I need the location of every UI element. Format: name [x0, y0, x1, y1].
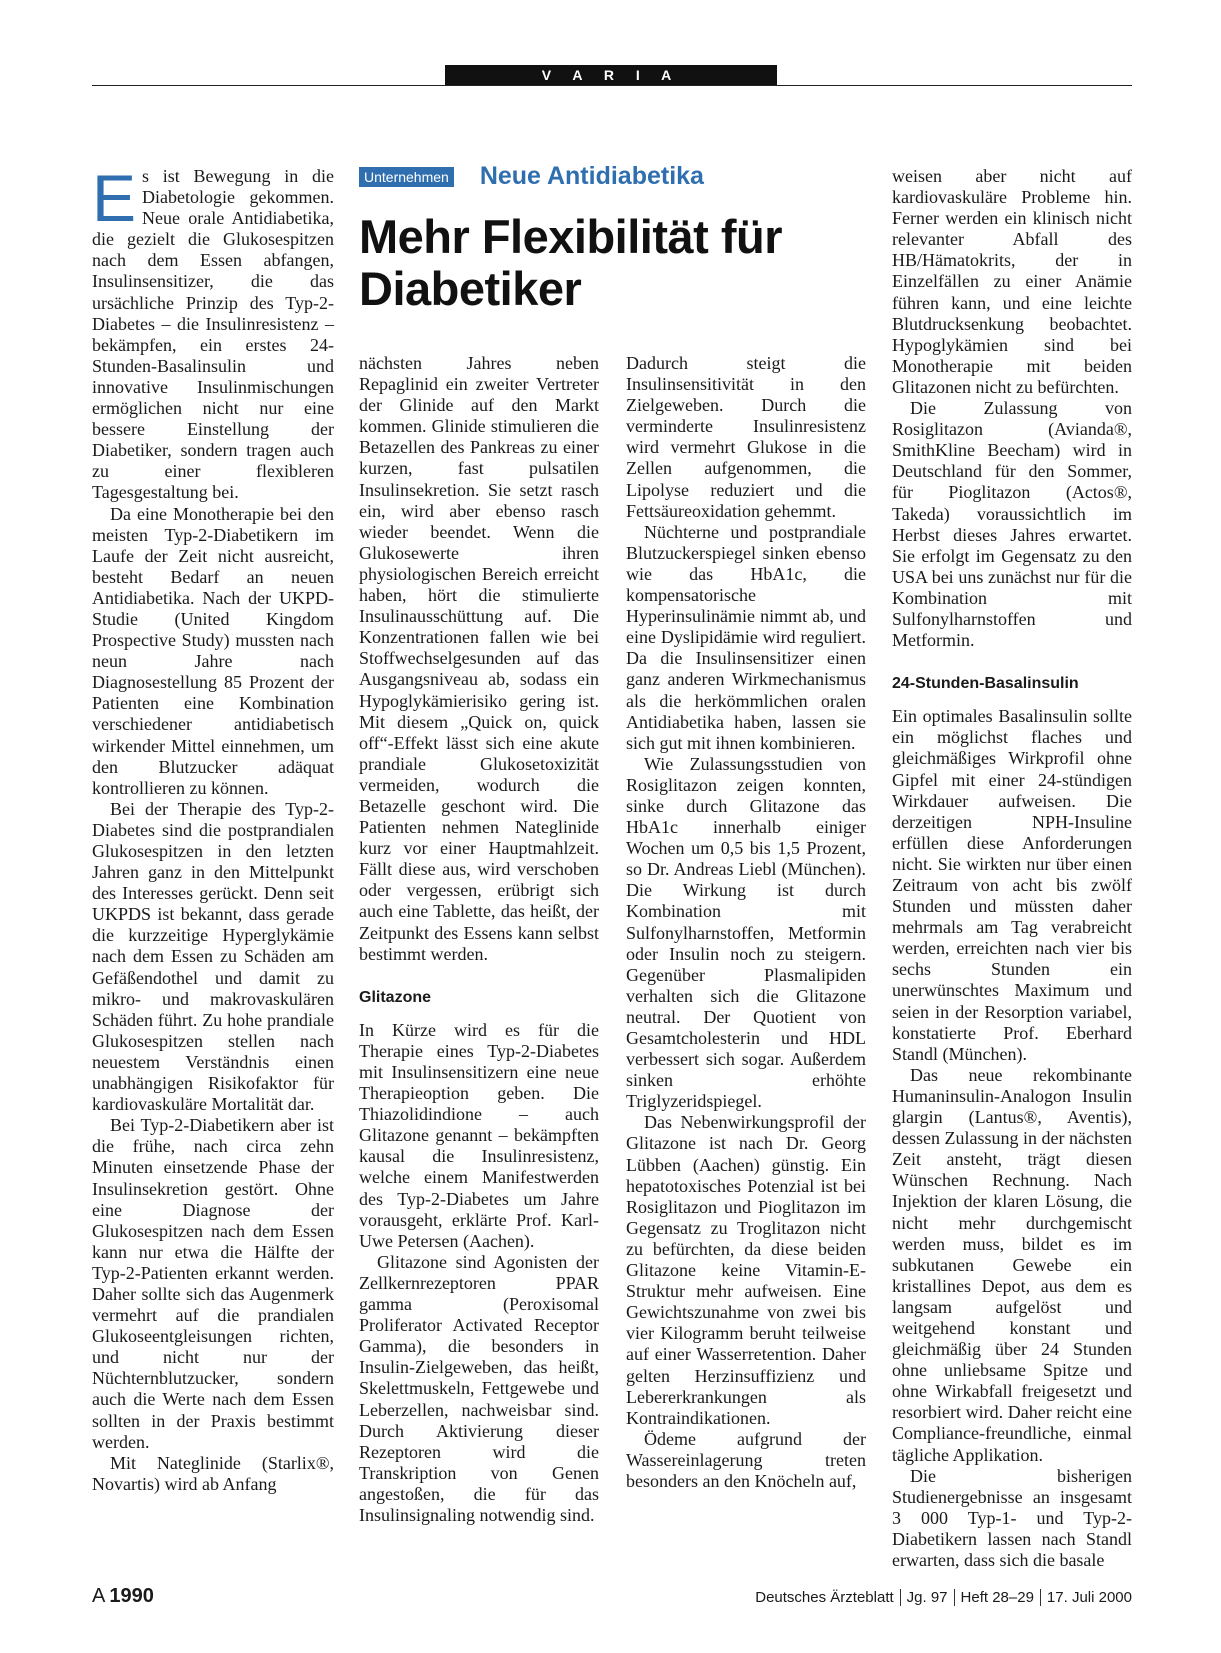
- paragraph: Wie Zulassungsstudien von Rosiglitazon zeigen konnten, sinke durch Glitazone das HbA1c innerhalb einiger Wochen um 0,5 bis 1,5 Prozent, so Dr. Andreas Liebl (München). Die Wirkung ist durch Kombination mit Sulfonylharnstoffen, Metformin oder Insulin noch zu steigern. Gegenüber Plasmalipiden verhalten sich die Glitazone neutral. Der Quotient von Gesamtcholesterin und HDL verbessert sich sogar. Außerdem sinken erhöhte Triglyzeridspiegel.: [626, 753, 866, 1112]
- paragraph: Das Nebenwirkungsprofil der Glitazone ist nach Dr. Georg Lübben (Aachen) günstig. Ein hepatotoxisches Potenzial ist bei Rosiglitazon und Pioglitazon im Gegensatz zu Troglitazon nicht zu befürchten, da diese beiden Glitazone keine Vitamin-E-Struktur mehr aufweisen. Eine Gewichtszunahme von zwei bis vier Kilogramm beruht teilweise auf einer Wasserretention. Daher gelten Herzinsuffizienz und Lebererkrankungen als Kontraindikationen.: [626, 1112, 866, 1428]
- paragraph: Das neue rekombinante Humaninsulin-Analogon Insulin glargin (Lantus®, Aventis), dessen Zulassung in der nächsten Zeit ansteht, trägt diesen Wünschen Rechnung. Nach Injektion der klaren Lösung, die nicht mehr durchgemischt werden muss, bildet es im subkutanen Gewebe ein kristallines Depot, aus dem es langsam aufgelöst und weitgehend konstant und gleichmäßig über 24 Stunden ohne unliebsame Spitze und ohne Wirkabfall freigesetzt und resorbiert wird. Daher reicht eine Compliance-freundliche, einmal tägliche Applikation.: [892, 1064, 1132, 1465]
- top-rule: [92, 85, 1132, 86]
- folio: [92, 1585, 154, 1608]
- kicker-badge: Unternehmen: [359, 167, 454, 187]
- paragraph: Mit Nateglinide (Starlix®, Novartis) wird ab Anfang: [92, 1452, 334, 1494]
- subhead-basalinsulin: 24-Stunden-Basalinsulin: [892, 675, 1079, 693]
- page-number: 1990: [109, 1585, 154, 1607]
- paragraph: Da eine Monotherapie bei den meisten Typ-2-Diabetikern im Laufe der Zeit nicht ausreicht, besteht Bedarf an neuen Antidiabetika. Nach der UKPD-Studie (United Kingdom Prospective Study) mussten nach neun Jahre nach Diagnosestellung 85 Prozent der Patienten eine Kombination verschiedener antidiabetisch wirkender Mittel einnehmen, um den Blutzucker adäquat kontrollieren zu können.: [92, 503, 334, 798]
- paragraph: Dadurch steigt die Insulinsensitivität in den Zielgeweben. Durch die verminderte Insulinresistenz wird vermehrt Glukose in die Zellen aufgenommen, die Lipolyse reduziert und die Fettsäureoxidation gehemmt.: [626, 353, 866, 521]
- paragraph: Bei der Therapie des Typ-2-Diabetes sind die postprandialen Glukosespitzen in den letzten Jahren ganz in den Mittelpunkt des Interesses gerückt. Denn seit UKPDS ist bekannt, dass gerade die kurzzeitige Hyperglykämie nach dem Essen zu Schäden am Gefäßendothel und damit zu mikro- und makrovaskulären Schäden führt. Zu hohe prandiale Glukosespitzen stellen nach neuestem Verständnis einen unabhängigen Risikofaktor für kardiovaskuläre Mortalität dar.: [92, 798, 334, 1115]
- paragraph: nächsten Jahres neben Repaglinid ein zweiter Vertreter der Glinide auf den Markt kommen. Glinide stimulieren die Betazellen des Pankreas zu einer kurzen, fast pulsatilen Insulinsekretion. Sie setzt rasch ein, wird aber ebenso rasch wieder beendet. Wenn die Glukosewerte ihren physiologischen Bereich erreicht haben, hört die stimulierte Insulinausschüttung auf. Die Konzentrationen fallen wie bei Stoffwechselgesunden auf das Ausgangsniveau ab, sodass ein Hypoglykämierisiko gering ist. Mit diesem „Quick on, quick off“-Effekt lässt sich eine akute prandiale Glukosetoxizität vermeiden, wodurch die Betazelle geschont wird. Die Patienten nehmen Nateglinide kurz vor einer Hauptmahlzeit. Fällt diese aus, wird verschoben oder vergessen, erübrigt sich auch eine Tablette, das heißt, der Zeitpunkt des Essens kann selbst bestimmt werden.: [359, 353, 599, 964]
- paragraph: Es ist Bewegung in die Diabetologie gekommen. Neue orale Antidiabetika, die gezielt die Glukosespitzen nach dem Essen abfangen, Insulinsensitizer, die das ursächliche Prinzip des Typ-2-Diabetes – die Insulinresistenz – bekämpfen, ein erstes 24-Stunden-Basalinsulin und innovative Insulinmischungen ermöglichen nicht nur eine bessere Einstellung der Diabetiker, sondern tragen auch zu einer flexibleren Tagesgestaltung bei.: [92, 161, 334, 503]
- kicker-title: Neue Antidiabetika: [479, 162, 704, 190]
- journal-issue: Heft 28–29: [960, 1589, 1034, 1606]
- journal-info: [755, 1589, 1132, 1606]
- paragraph: In Kürze wird es für die Therapie eines Typ-2-Diabetes mit Insulinsensitizern eine neue Therapieoption geben. Die Thiazolidindione – auch Glitazone genannt – bekämpften kausal die Insulinresistenz, welche einem Manifestwerden des Typ-2-Diabetes um Jahre vorausgeht, erklärte Prof. Karl-Uwe Petersen (Aachen).: [359, 1019, 599, 1251]
- journal-name: Deutsches Ärzteblatt: [755, 1589, 894, 1606]
- page-footer: [92, 1585, 1132, 1609]
- headline: Mehr Flexibilität für Diabetiker: [359, 210, 782, 315]
- paragraph: Ein optimales Basalinsulin sollte ein möglichst flaches und gleichmäßiges Wirkprofil ohne Gipfel mit einer 24-stündigen Wirkdauer aufweisen. Die derzeitigen NPH-Insuline erfüllen diese Anforderungen nicht. Sie wirkten nur über einen Zeitraum von acht bis zwölf Stunden und müssten daher mehrmals am Tag verabreicht werden, erreichten nach vier bis sechs Stunden ein unerwünschtes Maximum und seien in der Resorption variabel, konstatierte Prof. Eberhard Standl (München).: [892, 706, 1132, 1064]
- journal-volume: Jg. 97: [906, 1589, 948, 1606]
- paragraph: Glitazone sind Agonisten der Zellkernrezeptoren PPAR gamma (Peroxisomal Proliferator Activated Receptor Gamma), die besonders in Insulin-Zielgeweben, das heißt, Skelettmuskeln, Fettgewebe und Leberzellen, nachweisbar sind. Durch Aktivierung dieser Rezeptoren wird die Transkription von Genen angestoßen, die für das Insulinsignaling notwendig sind.: [359, 1251, 599, 1525]
- paragraph: weisen aber nicht auf kardiovaskuläre Probleme hin. Ferner werden ein klinisch nicht relevanter Abfall des HB/Hämatokrits, der in Einzelfällen zu einer Anämie führen kann, und eine leichte Blutdrucksenkung beobachtet. Hypoglykämien sind bei Monotherapie mit beiden Glitazonen nicht zu befürchten.: [892, 166, 1132, 397]
- dropcap: E: [92, 161, 137, 235]
- paragraph: Ödeme aufgrund der Wassereinlagerung treten besonders an den Knöcheln auf,: [626, 1428, 866, 1491]
- column-1: [92, 161, 334, 1495]
- paragraph: Die Zulassung von Rosiglitazon (Avianda®, SmithKline Beecham) wird in Deutschland für den Sommer, für Pioglitazon (Actos®, Takeda) voraussichtlich im Herbst dieses Jahres erwartet. Sie erfolgt im Gegensatz zu den USA bei uns zunächst nur für die Kombination mit Sulfonylharnstoffen und Metformin.: [892, 398, 1132, 651]
- paragraph: Nüchterne und postprandiale Blutzuckerspiegel sinken ebenso wie das HbA1c, die kompensatorische Hyperinsulinämie nimmt ab, und eine Dyslipidämie wird reguliert. Da die Insulinsensitizer einen ganz anderen Wirkmechanismus als die herkömmlichen oralen Antidiabetika haben, lassen sie sich gut mit ihnen kombinieren.: [626, 521, 866, 753]
- column-2: [359, 353, 599, 1526]
- subhead-glitazone: Glitazone: [359, 988, 432, 1006]
- paragraph: Bei Typ-2-Diabetikern aber ist die frühe, nach circa zehn Minuten einsetzende Phase der Insulinsekretion gestört. Ohne eine Diagnose der Glukosespitzen nach dem Essen kann nur etwa die Hälfte der Typ-2-Patienten erkannt werden. Daher sollte sich das Augenmerk vermehrt auf die prandialen Glukoseentgleisungen richten, und nicht nur der Nüchternblutzucker, sondern auch die Werte nach dem Essen sollten in der Praxis bestimmt werden.: [92, 1115, 334, 1452]
- article-header: [359, 162, 859, 315]
- column-3: [626, 353, 866, 1492]
- journal-date: 17. Juli 2000: [1046, 1589, 1132, 1606]
- paragraph: Die bisherigen Studienergebnisse an insgesamt 3 000 Typ-1- und Typ-2-Diabetikern lassen nach Standl erwarten, dass sich die basale: [892, 1465, 1132, 1570]
- kicker-line: [359, 162, 859, 191]
- section-label: V A R I A: [445, 65, 777, 85]
- folio-prefix: A: [92, 1585, 106, 1607]
- column-4: [892, 166, 1132, 1571]
